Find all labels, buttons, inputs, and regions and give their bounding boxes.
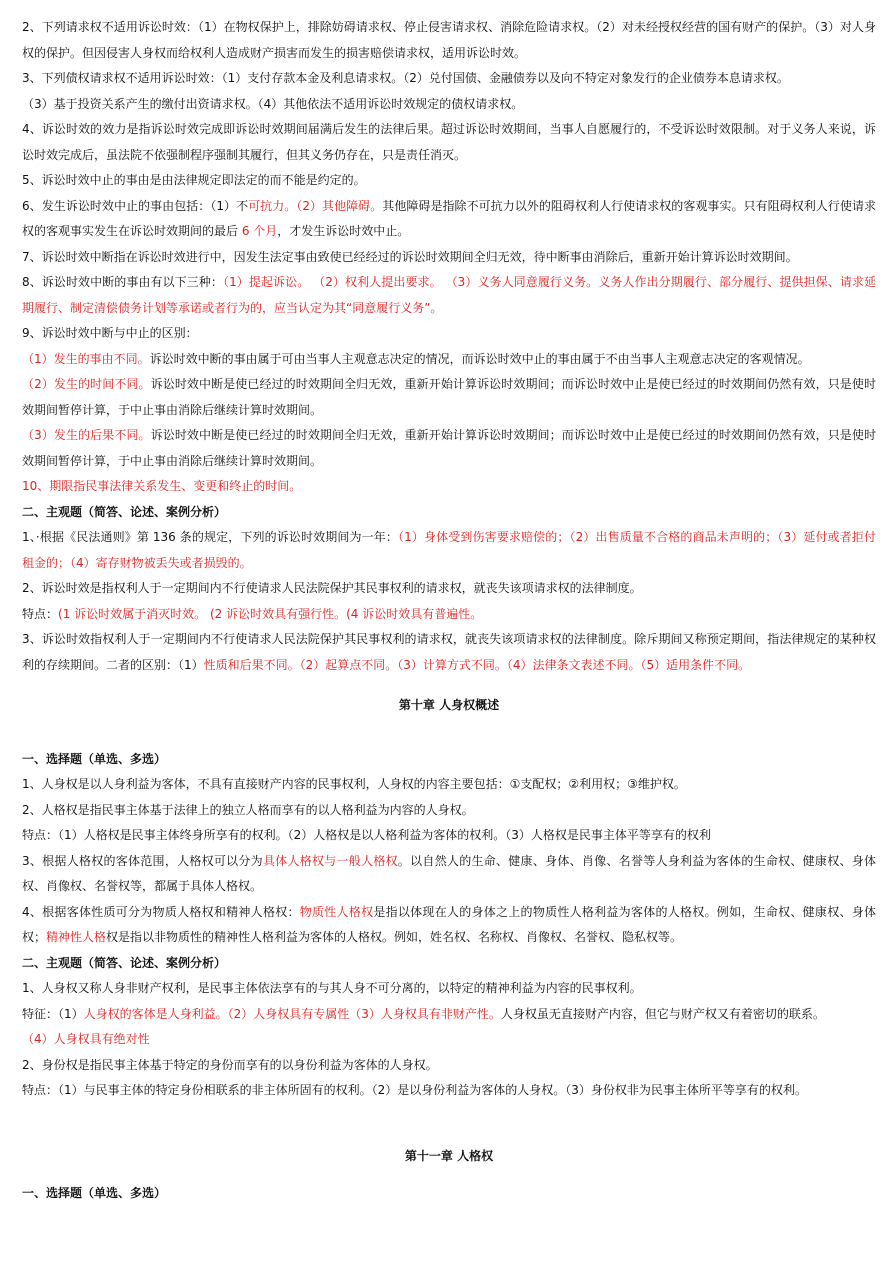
text: 2、身份权是指民事主体基于特定的身份而享有的以身份利益为客体的人身权。 <box>22 1057 438 1072</box>
paragraph <box>22 474 876 500</box>
paragraph <box>22 1027 876 1053</box>
text: 诉讼时效中断是使已经过的时效期间全归无效，重新开始计算诉讼时效期间；而诉讼时效中止是使已经过的时效期间仍然有效，只是使时效期间暂停计算，于中止事由消除后继续计算时效期间。 <box>22 377 876 417</box>
highlight-text: 物质性人格权 <box>299 904 374 919</box>
chapter-title: 第十一章 人格权 <box>404 1148 494 1163</box>
paragraph <box>22 117 876 168</box>
text: 。以自然人的生命、健康、身体、肖像、名誉等人身利益为客体的生命权、健康权、身体权、肖像权、名誉权等，都属于具体人格权。 <box>22 853 876 893</box>
highlight-text: （1）提起诉讼。 （2）权利人提出要求。 （3）义务人同意履行义务。义务人作出分期履行、部分履行、提供担保、请求延期履行、制定清偿债务计划等承诺或者行为的，应当认定为其“同意履行义务”。 <box>22 275 876 315</box>
highlight-text: 精神性人格 <box>46 930 107 944</box>
highlight-text: 具体人格权与一般人格权 <box>262 853 398 868</box>
text: 3、诉讼时效指权利人于一定期间内不行使请求人民法院保护其民事权利的请求权，就丧失该项请求权的法律制度。除斥期间又称预定期间，指法律规定的某种权利的存续期间。二者的区别：（1） <box>22 632 876 672</box>
paragraph <box>22 627 876 678</box>
section-heading: 一、选择题（单选、多选） <box>22 751 167 766</box>
text: 人身权虽无直接财产内容，但它与财产权又有着密切的联系。 <box>500 1006 825 1021</box>
text: 8、诉讼时效中断的事由有以下三种： <box>22 275 223 289</box>
paragraph <box>22 976 876 1002</box>
paragraph <box>22 602 876 628</box>
text: 1、人身权是以人身利益为客体，不具有直接财产内容的民事权利，人身权的内容主要包括：①支配权；②利用权；③维护权。 <box>22 777 686 791</box>
highlight-text: （1）身体受到伤害要求赔偿的；（2）出售质量不合格的商品未声明的；（3）延付或者拒付租金的；（4）寄存财物被丢失或者损毁的。 <box>22 530 876 570</box>
paragraph <box>22 270 876 321</box>
paragraph <box>22 245 876 271</box>
text: 其他障碍是指除不可抗力以外的阻碍权利人行使请求权的客观事实。只有阻碍权利人行使请求权的客观事实发生在诉讼时效期间的最后 <box>22 198 876 238</box>
text: 1、·根据《民法通则》第 136 条的规定，下列的诉讼时效期间为一年： <box>22 530 398 544</box>
paragraph <box>22 372 876 423</box>
text: 1、人身权又称人身非财产权利，是民事主体依法享有的与其人身不可分离的，以特定的精神利益为内容的民事权利。 <box>22 981 642 995</box>
paragraph <box>22 823 876 849</box>
text: 2、人格权是指民事主体基于法律上的独立人格而享有的以人格利益为内容的人身权。 <box>22 802 474 817</box>
section-heading: 二、主观题（简答、论述、案例分析） <box>22 504 227 519</box>
paragraph <box>22 1053 876 1079</box>
text: 特点：（1）人格权是民事主体终身所享有的权利。（2）人格权是以人格利益为客体的权利。（3）人格权是民事主体平等享有的权利 <box>22 828 711 842</box>
highlight-text: （2）发生的时间不同。 <box>22 377 151 391</box>
text: 3、下列债权请求权不适用诉讼时效：（1）支付存款本金及利息请求权。（2）兑付国债、金融债券以及向不特定对象发行的企业债券本息请求权。 <box>22 71 789 85</box>
text: 诉讼时效中断的事由属于可由当事人主观意志决定的情况，而诉讼时效中止的事由属于不由当事人主观意志决定的客观情况。 <box>149 351 810 366</box>
text: 4、根据客体性质可分为物质人格权和精神人格权： <box>22 904 300 919</box>
document-page <box>22 15 876 1207</box>
paragraph <box>22 15 876 66</box>
text: 特点：（1）与民事主体的特定身份相联系的非主体所固有的权利。（2）是以身份利益为客体的人身权。（3）身份权非为民事主体所平等享有的权利。 <box>22 1083 807 1097</box>
text: （3）基于投资关系产生的缴付出资请求权。（4）其他依法不适用诉讼时效规定的债权请求权。 <box>22 96 524 111</box>
text: 6、发生诉讼时效中止的事由包括：（1）不 <box>22 198 249 213</box>
highlight-text: （1）发生的事由不同。 <box>22 351 150 366</box>
highlight-text: 人身权的客体是人身利益。（2）人身权具有专属性（3）人身权具有非财产性。 <box>83 1006 501 1021</box>
text: 2、诉讼时效是指权利人于一定期间内不行使请求人民法院保护其民事权利的请求权，就丧失该项请求权的法律制度。 <box>22 581 642 595</box>
highlight-text: (1 诉讼时效属于消灭时效。 (2 诉讼时效具有强行性。(4 诉讼时效具有普遍性。 <box>58 606 483 621</box>
paragraph <box>22 576 876 602</box>
text: 是指以体现在人的身体之上的物质性人格利益为客体的人格权。例如，生命权、健康权、身体权； <box>22 904 876 944</box>
text: 2、下列请求权不适用诉讼时效：（1）在物权保护上，排除妨碍请求权、停止侵害请求权、消除危险请求权。（2）对未经授权经营的国有财产的保护。（3）对人身权的保护。但因侵害人身权而给权利人造成财产损害而发生的损害赔偿请求权，适用诉讼时效。 <box>22 20 876 60</box>
text: 特征：（1） <box>22 1006 84 1021</box>
paragraph <box>22 849 876 900</box>
highlight-text: 10、期限指民事法律关系发生、变更和终止的时间。 <box>22 479 302 493</box>
highlight-text: （3）发生的后果不同。 <box>22 428 151 442</box>
text: 5、诉讼时效中止的事由是由法律规定即法定的而不能是约定的。 <box>22 173 366 187</box>
text: 诉讼时效中断是使已经过的时效期间全归无效，重新开始计算诉讼时效期间；而诉讼时效中止是使已经过的时效期间仍然有效，只是使时效期间暂停计算，于中止事由消除后继续计算时效期间。 <box>22 428 876 468</box>
paragraph <box>22 321 876 347</box>
text: 9、诉讼时效中断与中止的区别： <box>22 326 198 340</box>
paragraph <box>22 525 876 576</box>
text: 7、诉讼时效中断指在诉讼时效进行中，因发生法定事由致使已经经过的诉讼时效期间全归无效，待中断事由消除后，重新开始计算诉讼时效期间。 <box>22 249 798 264</box>
highlight-text: （4）人身权具有绝对性 <box>22 1032 150 1046</box>
section-heading: 一、选择题（单选、多选） <box>22 1186 167 1200</box>
paragraph <box>22 423 876 474</box>
text: 特点： <box>22 606 59 621</box>
paragraph <box>22 900 876 951</box>
section-heading: 二、主观题（简答、论述、案例分析） <box>22 955 227 970</box>
paragraph <box>22 798 876 824</box>
paragraph <box>22 92 876 118</box>
text: 4、诉讼时效的效力是指诉讼时效完成即诉讼时效期间届满后发生的法律后果。超过诉讼时效期间，当事人自愿履行的，不受诉讼时效限制。对于义务人来说，诉讼时效完成后，虽法院不依强制程序强制其履行，但其义务仍存在，只是责任消灭。 <box>22 122 876 162</box>
text: 权是指以非物质性的精神性人格利益为客体的人格权。例如，姓名权、名称权、肖像权、名誉权、隐私权等。 <box>106 930 683 944</box>
text: 3、根据人格权的客体范围，人格权可以分为 <box>22 853 263 868</box>
paragraph <box>22 168 876 194</box>
paragraph <box>22 1002 876 1028</box>
chapter-title: 第十章 人身权概述 <box>398 698 500 712</box>
highlight-text: 6 个月 <box>241 224 278 238</box>
text: ，才发生诉讼时效中止。 <box>277 224 410 238</box>
paragraph <box>22 347 876 373</box>
highlight-text: 可抗力。（2）其他障碍。 <box>248 198 383 213</box>
paragraph <box>22 66 876 92</box>
paragraph <box>22 772 876 798</box>
paragraph <box>22 1078 876 1104</box>
paragraph <box>22 194 876 245</box>
highlight-text: 性质和后果不同。（2）起算点不同。（3）计算方式不同。（4）法律条文表述不同。（5）适用条件不同。 <box>203 657 751 672</box>
